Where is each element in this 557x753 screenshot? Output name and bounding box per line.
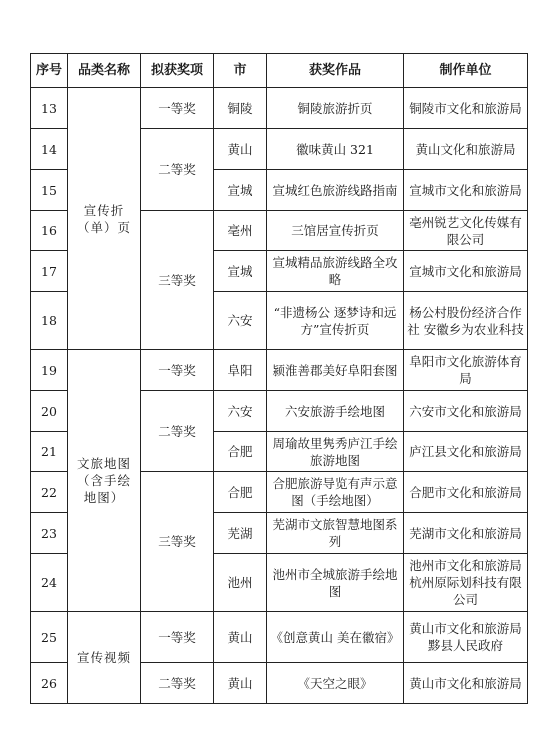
city-cell: 池州: [214, 554, 267, 612]
city-cell: 芜湖: [214, 513, 267, 554]
producer-cell: 芜湖市文化和旅游局: [404, 513, 528, 554]
work-cell: “非遗杨公 逐梦诗和远方”宣传折页: [267, 292, 404, 350]
table-row: [31, 612, 528, 663]
producer-cell: 宣城市文化和旅游局: [404, 251, 528, 292]
seq-cell: 21: [31, 432, 68, 472]
seq-cell: 22: [31, 472, 68, 513]
city-cell: 黄山: [214, 129, 267, 170]
table-row: [31, 350, 528, 391]
producer-cell: 铜陵市文化和旅游局: [404, 88, 528, 129]
seq-cell: 20: [31, 391, 68, 432]
col-header-seq: 序号: [31, 54, 68, 88]
seq-cell: 23: [31, 513, 68, 554]
work-cell: 三馆居宣传折页: [267, 211, 404, 251]
category-cell: 文旅地图（含手绘地图）: [68, 350, 141, 612]
city-cell: 合肥: [214, 432, 267, 472]
header-row: [31, 54, 528, 88]
seq-cell: 13: [31, 88, 68, 129]
col-header-category: 品类名称: [68, 54, 141, 88]
producer-cell: 黄山市文化和旅游局 黟县人民政府: [404, 612, 528, 663]
producer-cell: 六安市文化和旅游局: [404, 391, 528, 432]
col-header-work: 获奖作品: [267, 54, 404, 88]
producer-cell: 杨公村股份经济合作社 安徽乡为农业科技: [404, 292, 528, 350]
award-cell: 一等奖: [141, 88, 214, 129]
seq-cell: 24: [31, 554, 68, 612]
producer-cell: 黄山市文化和旅游局: [404, 663, 528, 704]
producer-cell: 池州市文化和旅游局 杭州原际划科技有限公司: [404, 554, 528, 612]
work-cell: 《天空之眼》: [267, 663, 404, 704]
work-cell: 宣城红色旅游线路指南: [267, 170, 404, 211]
work-cell: 池州市全城旅游手绘地图: [267, 554, 404, 612]
seq-cell: 15: [31, 170, 68, 211]
seq-cell: 14: [31, 129, 68, 170]
award-cell: 三等奖: [141, 211, 214, 350]
table-row: [31, 88, 528, 129]
col-header-city: 市: [214, 54, 267, 88]
producer-cell: 合肥市文化和旅游局: [404, 472, 528, 513]
work-cell: 铜陵旅游折页: [267, 88, 404, 129]
work-cell: 徽味黄山 321: [267, 129, 404, 170]
award-cell: 二等奖: [141, 663, 214, 704]
city-cell: 六安: [214, 292, 267, 350]
work-cell: 《创意黄山 美在徽宿》: [267, 612, 404, 663]
work-cell: 芜湖市文旅智慧地图系列: [267, 513, 404, 554]
award-cell: 二等奖: [141, 391, 214, 472]
producer-cell: 宣城市文化和旅游局: [404, 170, 528, 211]
producer-cell: 黄山文化和旅游局: [404, 129, 528, 170]
award-cell: 一等奖: [141, 612, 214, 663]
work-cell: 周瑜故里隽秀庐江手绘旅游地图: [267, 432, 404, 472]
city-cell: 亳州: [214, 211, 267, 251]
category-cell: 宣传视频: [68, 612, 141, 704]
seq-cell: 16: [31, 211, 68, 251]
seq-cell: 19: [31, 350, 68, 391]
work-cell: 合肥旅游导览有声示意图（手绘地图）: [267, 472, 404, 513]
city-cell: 宣城: [214, 170, 267, 211]
city-cell: 合肥: [214, 472, 267, 513]
city-cell: 黄山: [214, 663, 267, 704]
city-cell: 阜阳: [214, 350, 267, 391]
col-header-producer: 制作单位: [404, 54, 528, 88]
category-cell: 宣传折（单）页: [68, 88, 141, 350]
col-header-award: 拟获奖项: [141, 54, 214, 88]
seq-cell: 25: [31, 612, 68, 663]
city-cell: 铜陵: [214, 88, 267, 129]
work-cell: 宣城精品旅游线路全攻略: [267, 251, 404, 292]
award-cell: 三等奖: [141, 472, 214, 612]
city-cell: 宣城: [214, 251, 267, 292]
seq-cell: 18: [31, 292, 68, 350]
work-cell: 六安旅游手绘地图: [267, 391, 404, 432]
producer-cell: 亳州锐艺文化传媒有限公司: [404, 211, 528, 251]
producer-cell: 庐江县文化和旅游局: [404, 432, 528, 472]
producer-cell: 阜阳市文化旅游体育局: [404, 350, 528, 391]
award-table: [30, 53, 528, 704]
award-cell: 二等奖: [141, 129, 214, 211]
city-cell: 黄山: [214, 612, 267, 663]
work-cell: 颍淮善郡美好阜阳套图: [267, 350, 404, 391]
seq-cell: 26: [31, 663, 68, 704]
seq-cell: 17: [31, 251, 68, 292]
city-cell: 六安: [214, 391, 267, 432]
award-cell: 一等奖: [141, 350, 214, 391]
